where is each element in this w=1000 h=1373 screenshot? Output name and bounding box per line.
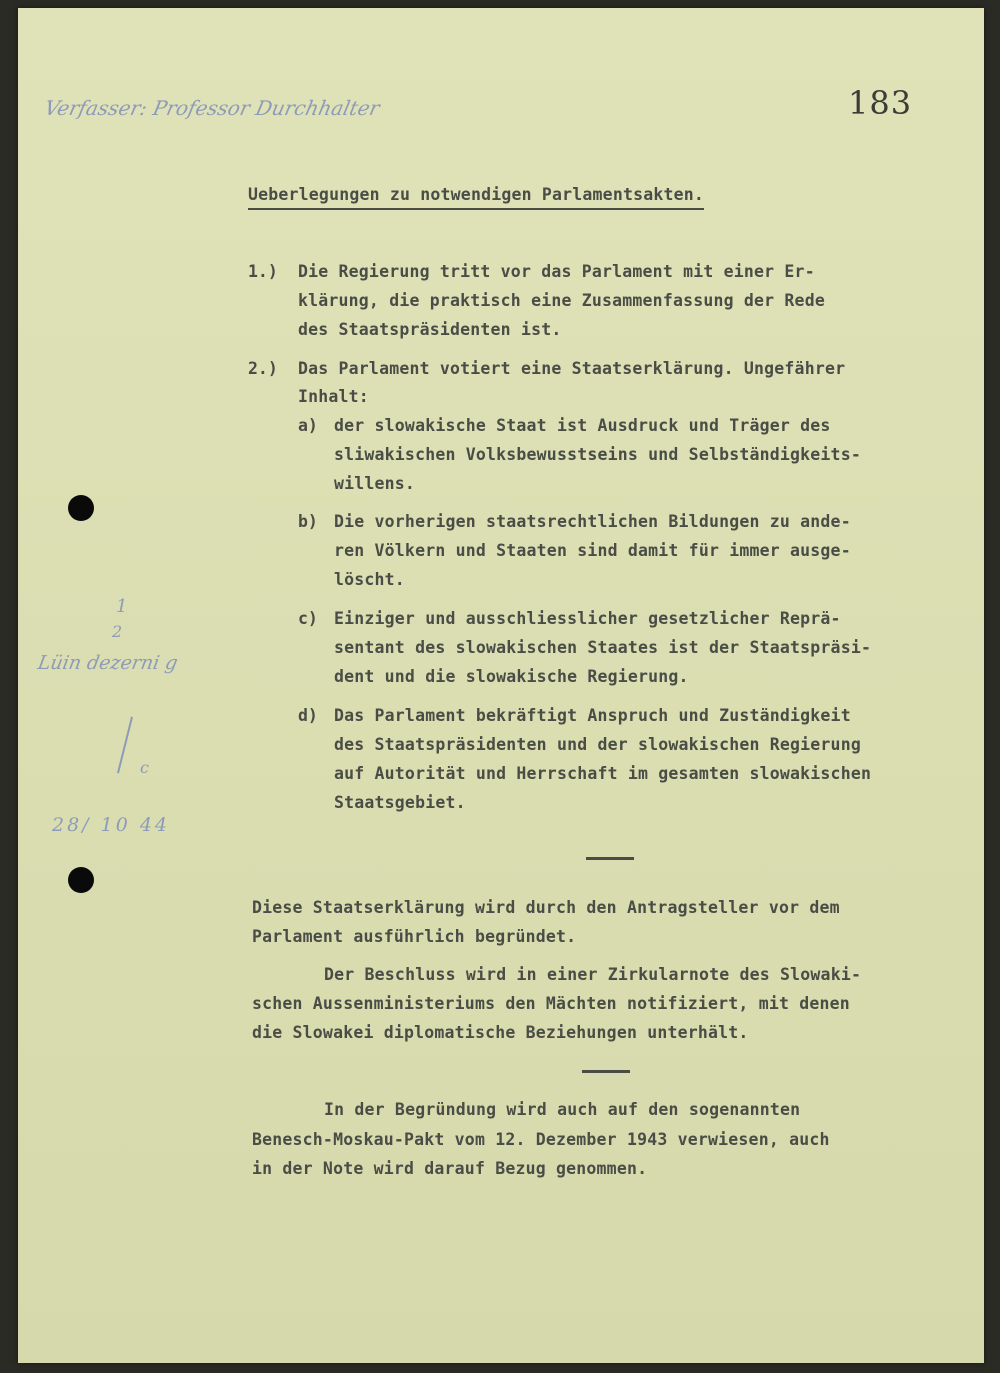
subitem-d-line-2: des Staatspräsidenten und der slowakischen Regierung (334, 735, 861, 754)
item-2-line-2: Inhalt: (298, 387, 369, 406)
subitem-d-line-3: auf Autorität und Herrschaft im gesamten slowakischen (334, 764, 872, 783)
paragraph-3-line-1: In der Begründung wird auch auf den sogenannten (324, 1100, 801, 1119)
subitem-c-line-1: Einziger und ausschliesslicher gesetzlicher Reprä- (334, 609, 841, 628)
paragraph-1-line-1: Diese Staatserklärung wird durch den Antragsteller vor dem (252, 898, 840, 917)
document-title: Ueberlegungen zu notwendigen Parlamentsakten. (248, 185, 704, 210)
subitem-d-line-1: Das Parlament bekräftigt Anspruch und Zuständigkeit (334, 706, 851, 725)
item-2-number: 2.) (248, 359, 278, 378)
subitem-a-line-1: der slowakische Staat ist Ausdruck und Träger des (334, 416, 831, 435)
margin-note-1: 1 (116, 596, 128, 617)
margin-note-3: Lüin dezerni g (36, 652, 180, 674)
separator-line-1 (586, 857, 634, 860)
paragraph-2-line-1: Der Beschluss wird in einer Zirkularnote des Slowaki- (324, 965, 862, 984)
subitem-b-line-2: ren Völkern und Staaten sind damit für immer ausge- (334, 541, 851, 560)
subitem-d-line-4: Staatsgebiet. (334, 793, 466, 812)
subitem-b-line-1: Die vorherigen staatsrechtlichen Bildungen zu ande- (334, 512, 851, 531)
subitem-d-letter: d) (298, 706, 318, 725)
item-1-line-1: Die Regierung tritt vor das Parlament mit einer Er- (298, 262, 815, 281)
margin-date-note: 28/ 10 44 (52, 814, 171, 836)
paragraph-1-line-2: Parlament ausführlich begründet. (252, 927, 577, 946)
separator-line-2 (582, 1070, 630, 1073)
item-2-line-1: Das Parlament votiert eine Staatserklärung. Ungefährer (298, 359, 846, 378)
subitem-c-line-2: sentant des slowakischen Staates ist der Staatspräsi- (334, 638, 872, 657)
subitem-b-letter: b) (298, 512, 318, 531)
subitem-b-line-3: löscht. (334, 570, 405, 589)
item-1-number: 1.) (248, 262, 278, 281)
item-1-line-3: des Staatspräsidenten ist. (298, 320, 562, 339)
margin-note-2: 2 (112, 622, 123, 641)
subitem-a-line-2: sliwakischen Volksbewusstseins und Selbständigkeits- (334, 445, 861, 464)
paragraph-3-line-2: Benesch-Moskau-Pakt vom 12. Dezember 1943 verwiesen, auch (252, 1130, 830, 1149)
subitem-c-line-3: dent und die slowakische Regierung. (334, 667, 689, 686)
margin-note-4: c (140, 758, 149, 777)
punch-hole-top (68, 495, 94, 521)
item-1-line-2: klärung, die praktisch eine Zusammenfassung der Rede (298, 291, 825, 310)
page-number: 183 (848, 84, 913, 122)
subitem-a-letter: a) (298, 416, 318, 435)
handwritten-author-note: Verfasser: Professor Durchhalter (42, 96, 382, 120)
paragraph-3-line-3: in der Note wird darauf Bezug genommen. (252, 1159, 648, 1178)
punch-hole-bottom (68, 867, 94, 893)
subitem-a-line-3: willens. (334, 474, 416, 493)
paragraph-2-line-2: schen Aussenministeriums den Mächten notifiziert, mit denen (252, 994, 850, 1013)
paragraph-2-line-3: die Slowakei diplomatische Beziehungen unterhält. (252, 1023, 749, 1042)
subitem-c-letter: c) (298, 609, 318, 628)
